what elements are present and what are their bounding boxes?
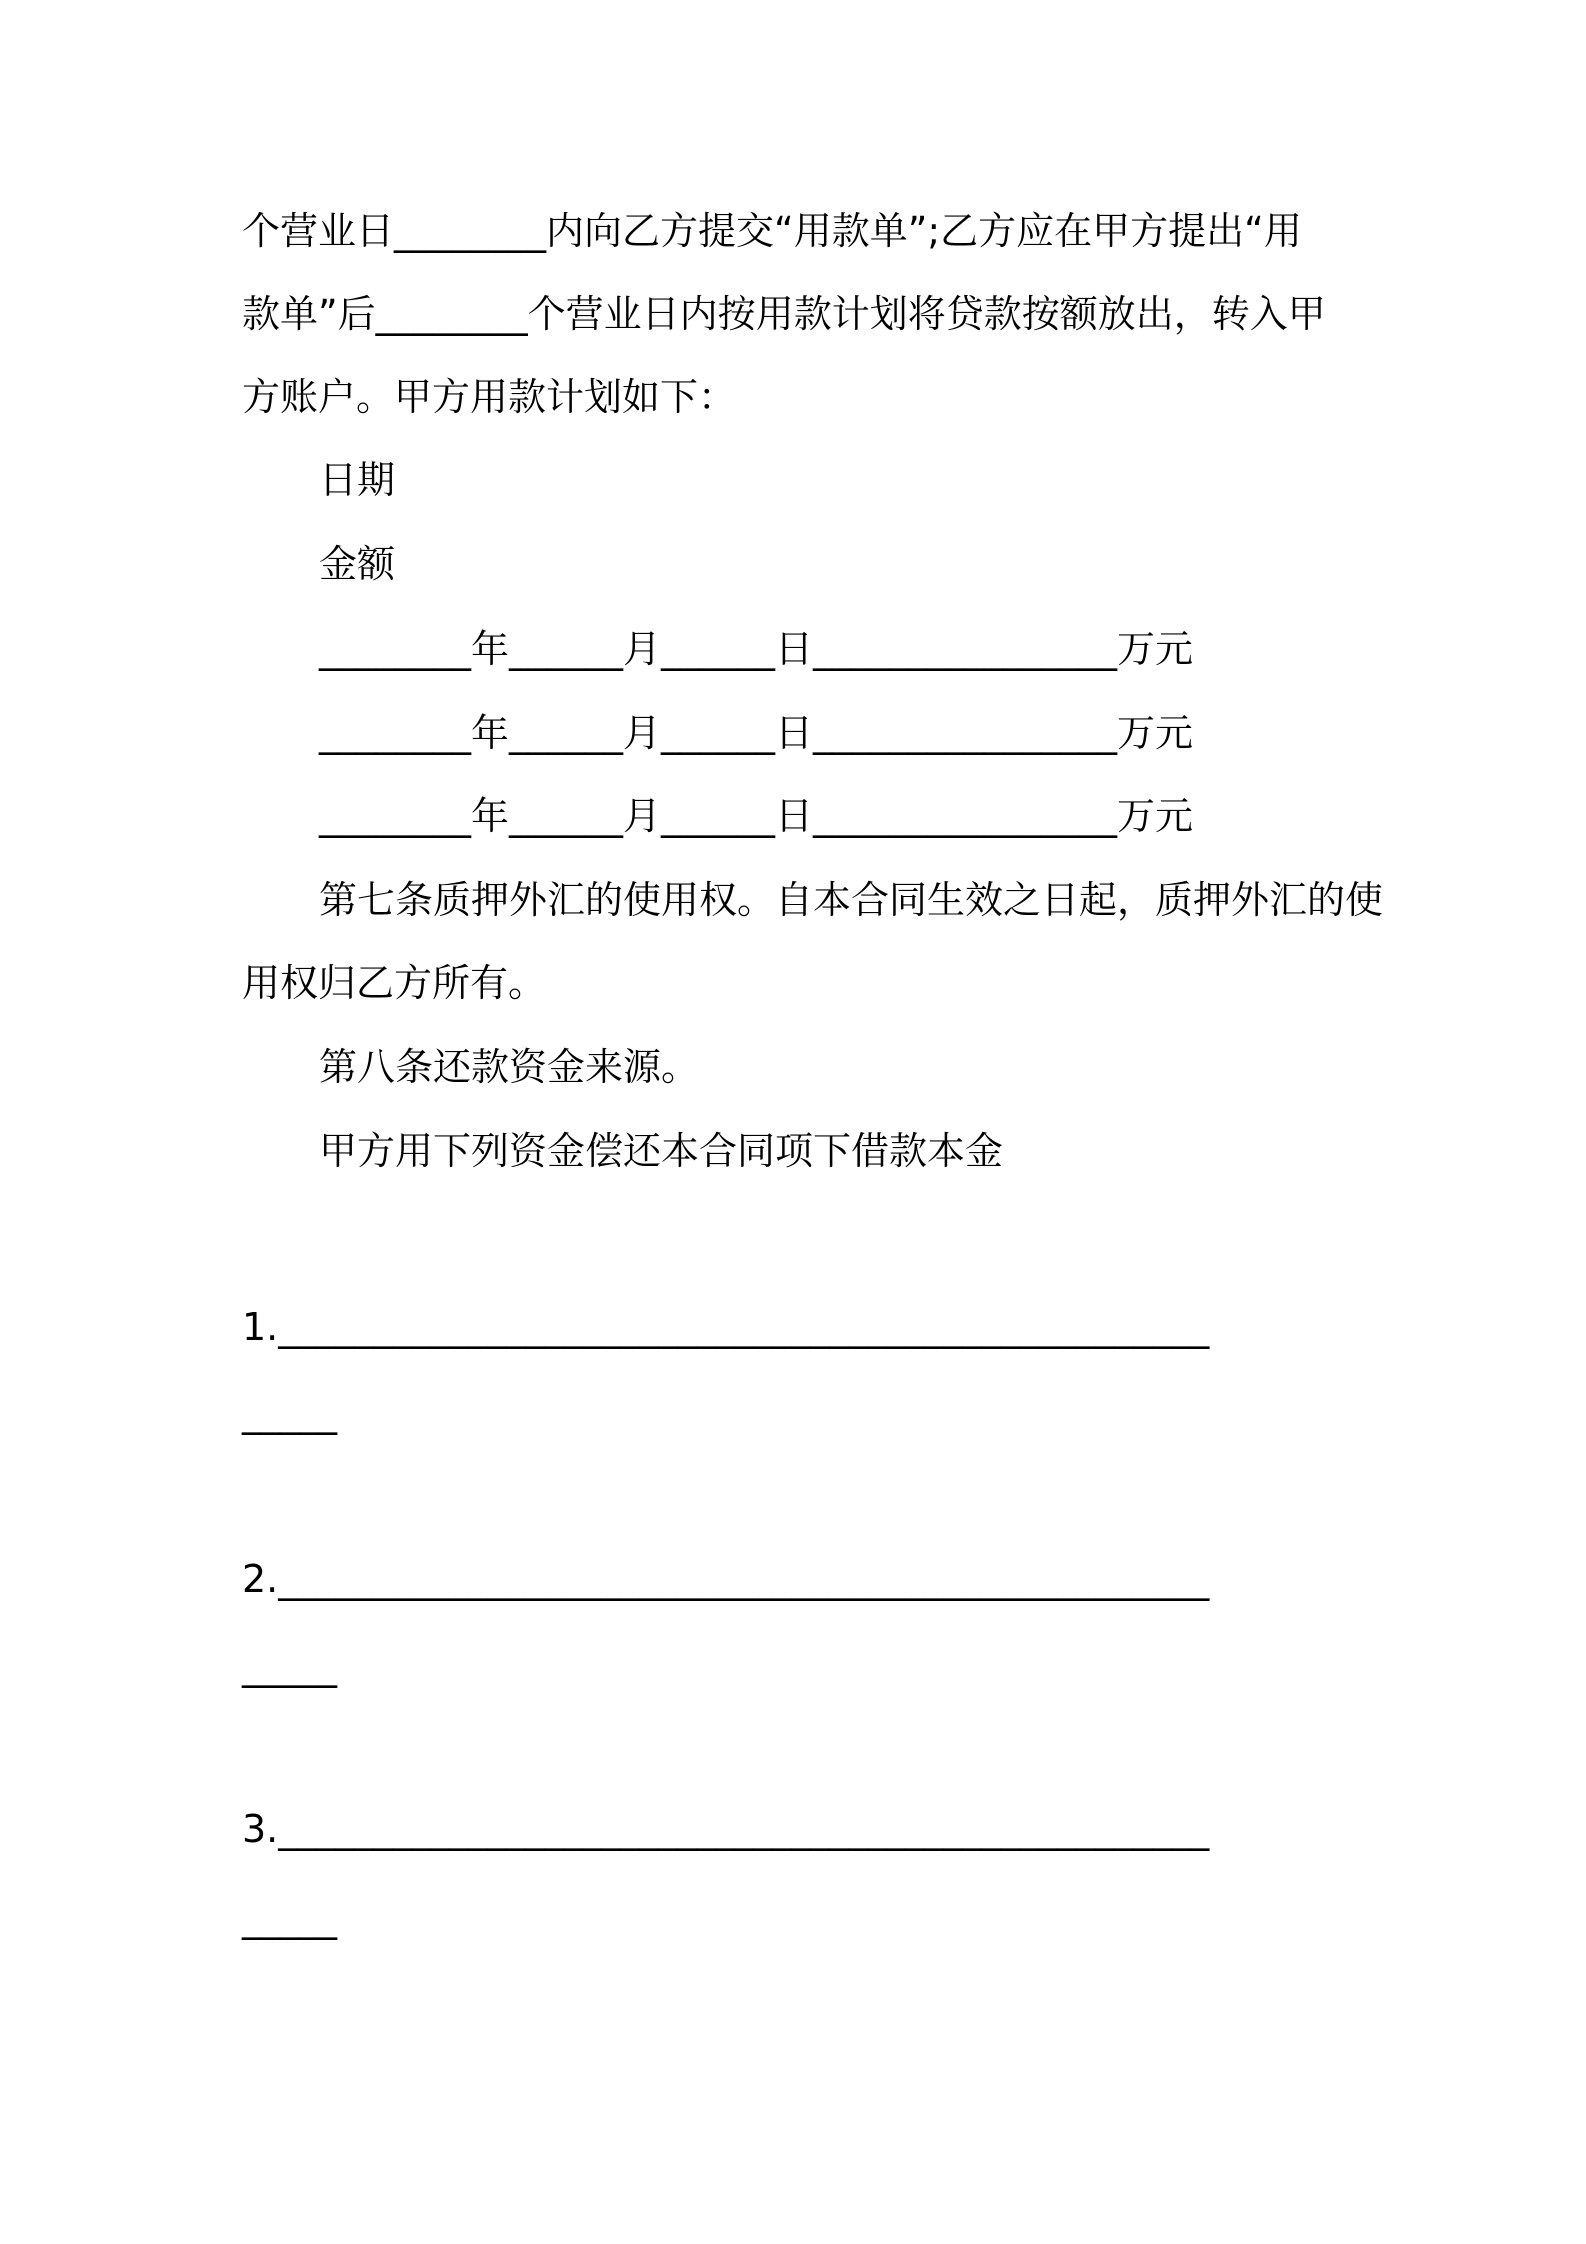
- blank-item-1-cont: _____: [242, 1391, 337, 1435]
- blank-item-2-cont: _____: [242, 1644, 337, 1688]
- paragraph-line: 款单”后________个营业日内按用款计划将贷款按额放出，转入甲: [242, 292, 1326, 336]
- article-8-heading: 第八条还款资金来源。: [319, 1045, 700, 1089]
- table-header-date: 日期: [319, 458, 396, 502]
- schedule-row: ________年______月______日________________万元: [319, 711, 1194, 755]
- article-7-heading: 第七条质押外汇的使用权。自本合同生效之日起，质押外汇的使: [319, 878, 1384, 922]
- blank-item-2: 2._________________________________________________: [242, 1557, 1210, 1601]
- blank-item-3: 3._________________________________________________: [242, 1807, 1210, 1851]
- blank-item-3-cont: _____: [242, 1896, 337, 1940]
- paragraph-line: 方账户。甲方用款计划如下：: [242, 375, 737, 419]
- table-header-amount: 金额: [319, 542, 396, 586]
- paragraph-line: 甲方用下列资金偿还本合同项下借款本金: [319, 1129, 1004, 1173]
- schedule-row: ________年______月______日________________万元: [319, 627, 1194, 671]
- blank-item-1: 1._________________________________________________: [242, 1305, 1210, 1349]
- schedule-row: ________年______月______日________________万元: [319, 794, 1194, 838]
- paragraph-line: 用权归乙方所有。: [242, 961, 547, 1005]
- paragraph-line: 个营业日________内向乙方提交“用款单”;乙方应在甲方提出“用: [242, 209, 1302, 253]
